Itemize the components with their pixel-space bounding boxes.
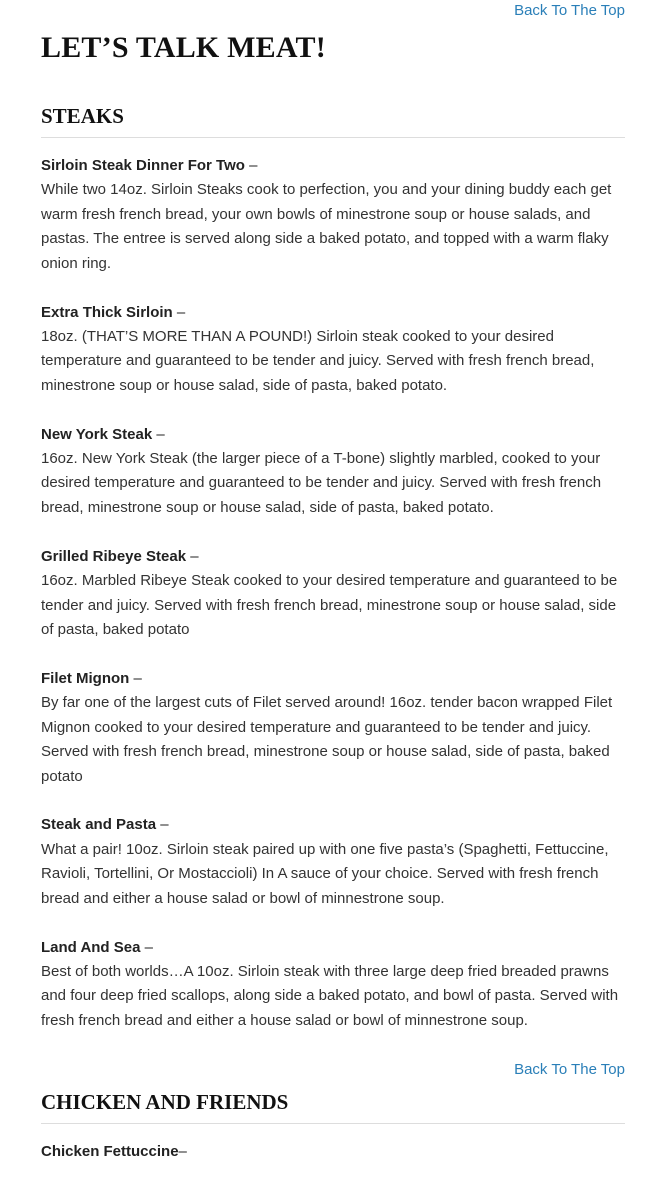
menu-item-description: 16oz. New York Steak (the larger piece of a T-bone) slightly marbled, cooked to your desired temperature and guaranteed to be tender and juicy. Served with fresh french bread, minestrone soup or house salad, side of pasta, baked potato. <box>41 450 602 516</box>
menu-item-title-line <box>41 667 625 691</box>
menu-item-title-line <box>41 154 625 178</box>
back-to-top-link[interactable]: Back To The Top <box>514 1061 625 1079</box>
menu-item-name: Grilled Ribeye Steak <box>41 547 187 565</box>
menu-item <box>41 813 625 911</box>
menu-item <box>41 545 625 643</box>
menu-item-dash: – <box>152 425 165 443</box>
menu-item-dash: – <box>244 157 258 174</box>
menu-item-name: Land And Sea <box>41 938 141 956</box>
menu-item-title-line <box>41 301 625 325</box>
menu-item <box>41 936 625 1034</box>
menu-item-dash: – <box>140 938 153 956</box>
menu-item <box>41 667 625 789</box>
menu-item-description: By far one of the largest cuts of Filet served around! 16oz. tender bacon wrapped Filet Mignon cooked to your desired temperature and guaranteed to be tender and juicy. Served with fresh french bread, minestrone soup or house salad, side of pasta, baked potato <box>41 694 613 785</box>
menu-item-name: Chicken Fettuccine <box>41 1143 179 1161</box>
chicken-list <box>41 1140 625 1164</box>
menu-item-name: New York Steak <box>41 425 153 443</box>
menu-item-description: Best of both worlds…A 10oz. Sirloin steak with three large deep fried breaded prawns and four deep fried scallops, along side a baked potato, and bowl of pasta. Served with fresh french bread and either a house salad or bowl of minnestrone soup. <box>41 962 619 1029</box>
menu-item-title-line <box>41 936 625 960</box>
menu-item-description: While two 14oz. Sirloin Steaks cook to perfection, you and your dining buddy each get warm fresh french bread, your own bowls of minestrone soup or house salads, and pastas. The entree is served along side a baked potato, and topped with a warm flaky onion ring. <box>41 181 612 272</box>
menu-page <box>41 0 625 1189</box>
menu-item-name: Sirloin Steak Dinner For Two <box>41 157 245 174</box>
menu-item <box>41 1140 625 1164</box>
menu-item-description: 18oz. (THAT’S MORE THAN A POUND!) Sirloin steak cooked to your desired temperature and guaranteed to be tender and juicy. Served with fresh french bread, minestrone soup or house salad, side of pasta, baked potato. <box>41 327 595 394</box>
menu-item-title-line <box>41 423 625 447</box>
section-heading-chicken: CHICKEN AND FRIENDS <box>41 1089 625 1124</box>
menu-item-dash: – <box>172 303 186 321</box>
menu-item-dash: – <box>186 547 199 565</box>
menu-item-description: 16oz. Marbled Ribeye Steak cooked to your desired temperature and guaranteed to be tender and juicy. Served with fresh french bread, minestrone soup or house salad, side of pasta, baked potato <box>41 572 618 638</box>
menu-item-name: Extra Thick Sirloin <box>41 303 173 321</box>
menu-item-dash: – <box>156 816 169 834</box>
menu-item-description: What a pair! 10oz. Sirloin steak paired up with one five pasta’s (Spaghetti, Fettuccine, Ravioli, Tortellini, Or Mostaccioli) In A sauce of your choice. Served with fresh french bread and either a house salad or bowl of minnestrone soup. <box>41 840 609 907</box>
back-to-top-link[interactable]: Back To The Top <box>514 2 625 19</box>
menu-item-dash: – <box>178 1143 187 1161</box>
menu-item <box>41 423 625 521</box>
menu-item-title-line <box>41 813 625 837</box>
menu-item-dash: – <box>129 669 142 687</box>
steaks-list <box>41 154 625 1033</box>
section-heading-steaks: STEAKS <box>41 103 625 138</box>
menu-item-title-line <box>41 545 625 569</box>
menu-item <box>41 154 625 276</box>
menu-item <box>41 301 625 399</box>
menu-item-title-line <box>41 1140 625 1164</box>
menu-item-name: Filet Mignon <box>41 669 130 687</box>
page-title: LET’S TALK MEAT! <box>41 31 326 64</box>
menu-item-name: Steak and Pasta <box>41 816 157 834</box>
